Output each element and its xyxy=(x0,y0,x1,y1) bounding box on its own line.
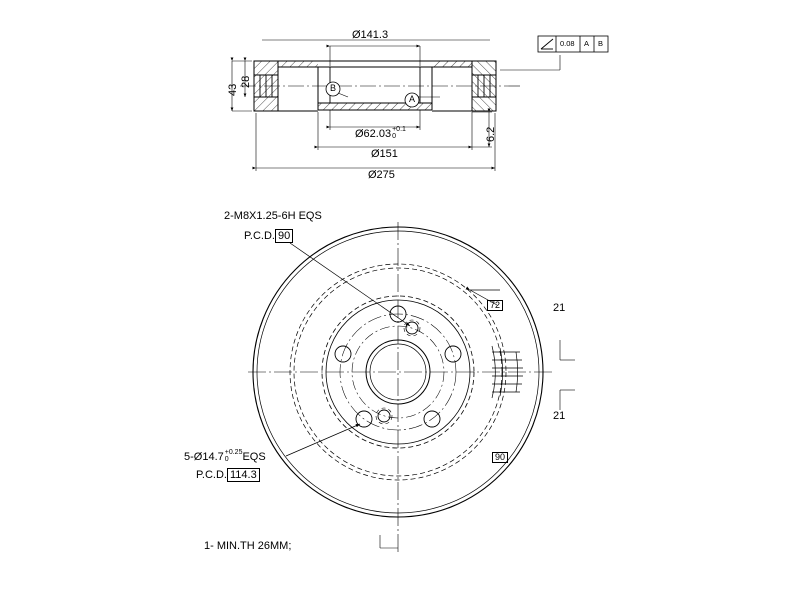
note-bolt-pcd-value: 114.3 xyxy=(227,468,260,482)
dim-hat-depth: 28 xyxy=(240,75,252,88)
dim-hub-bore-tol-upper: +0.1 xyxy=(392,126,406,133)
dim-flange-dia: Ø151 xyxy=(371,148,398,160)
dim-rib-bottom: 21 xyxy=(553,410,566,422)
gdt-datum-b: B xyxy=(598,39,604,48)
gdt-tolerance-value: 0.08 xyxy=(560,39,575,48)
note-bolt-holes xyxy=(184,450,266,464)
note-bolt-pcd xyxy=(196,470,260,482)
note-bolt-holes-value: 5-Ø14.7 xyxy=(184,450,224,463)
dim-rib-top: 21 xyxy=(553,302,566,314)
footnote-min-thickness: 1- MIN.TH 26MM; xyxy=(204,540,292,552)
dim-outer-pilot-dia: Ø141.3 xyxy=(352,29,389,41)
note-threaded-pcd-value: 90 xyxy=(275,229,293,243)
dim-hub-bore-value: Ø62.03 xyxy=(355,127,392,140)
balloon-a-label: A xyxy=(409,94,416,104)
dim-hub-bore xyxy=(355,127,406,141)
front-view-geometry xyxy=(248,222,575,552)
dim-offset: 6.2 xyxy=(485,126,497,142)
note-bolt-holes-suffix: EQS xyxy=(242,450,266,463)
note-bolt-holes-tol-upper: +0.25 xyxy=(224,449,243,456)
note-vane-count-top: 72 xyxy=(487,300,503,311)
note-threaded-holes: 2-M8X1.25-6H EQS xyxy=(224,210,322,222)
section-view-geometry xyxy=(240,61,520,111)
gdt-datum-a: A xyxy=(584,39,590,48)
note-bolt-pcd-label: P.C.D. xyxy=(196,469,227,481)
note-threaded-pcd xyxy=(244,231,293,243)
note-threaded-pcd-label: P.C.D. xyxy=(244,230,275,242)
dim-overall-height: 43 xyxy=(227,83,239,96)
note-vane-count-bottom: 90 xyxy=(492,452,508,463)
dim-hub-bore-tol-lower: 0 xyxy=(392,133,396,140)
note-bolt-holes-tol-lower: 0 xyxy=(224,456,229,463)
dim-disc-outer-dia: Ø275 xyxy=(368,169,395,181)
balloon-b-label: B xyxy=(330,83,337,93)
